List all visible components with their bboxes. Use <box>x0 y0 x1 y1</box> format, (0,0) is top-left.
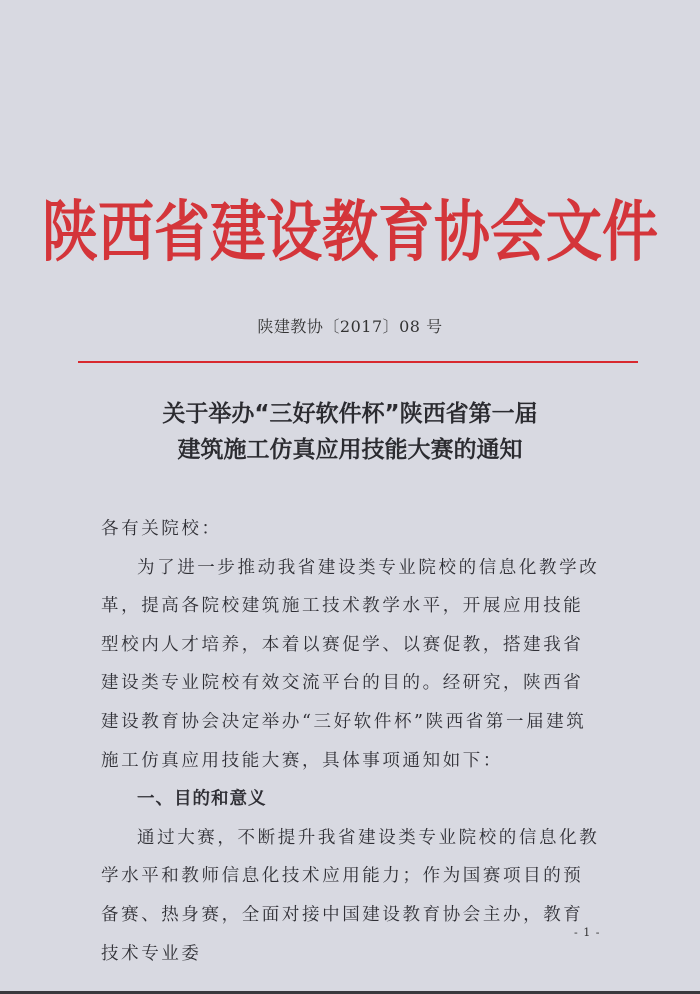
notice-title-line-1: 关于举办“三好软件杯”陕西省第一届 <box>162 401 538 427</box>
notice-title <box>0 396 700 468</box>
masthead-title: 陕西省建设教育协会文件 <box>42 193 658 272</box>
notice-title-line-2: 建筑施工仿真应用技能大赛的通知 <box>177 437 523 463</box>
salutation: 各有关院校： <box>101 519 222 539</box>
section-paragraph: 通过大赛，不断提升我省建设类专业院校的信息化教学水平和教师信息化技术应用能力；作为国赛项目的预备赛、热身赛，全面对接中国建设教育协会主办，教育技术专业委 <box>101 827 600 964</box>
document-body <box>101 510 601 973</box>
red-divider-line <box>78 361 638 363</box>
body-paragraph: 为了进一步推动我省建设类专业院校的信息化教学改革，提高各院校建筑施工技术教学水平，开展应用技能型校内人才培养，本着以赛促学、以赛促教，搭建我省建设类专业院校有效交流平台的目的。经研究，陕西省建设教育协会决定举办“三好软件杯”陕西省第一届建筑施工仿真应用技能大赛，具体事项通知如下： <box>101 557 600 771</box>
section-heading: 一、目的和意义 <box>137 789 267 810</box>
page-number: - 1 - <box>574 926 601 939</box>
document-number: 陕建教协〔2017〕08 号 <box>257 317 443 336</box>
